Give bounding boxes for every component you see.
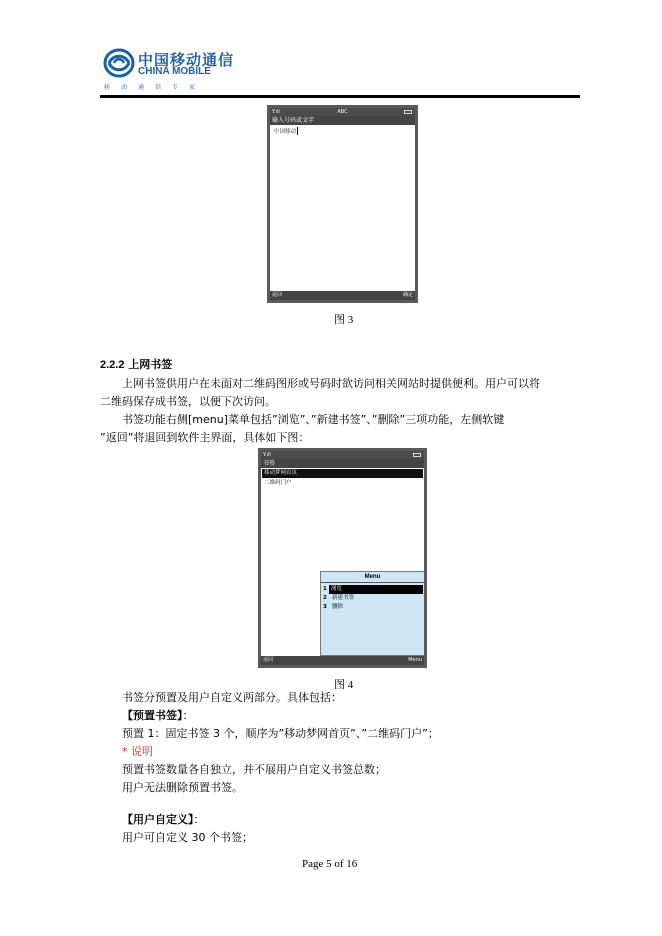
menu-item-new-bookmark[interactable] xyxy=(321,594,424,603)
phone-softkey-bar xyxy=(270,291,415,300)
figure4-phone-screenshot xyxy=(258,448,427,668)
china-mobile-logo-icon xyxy=(103,48,135,78)
menu-item-number: 1 xyxy=(323,586,327,592)
menu-item-number: 2 xyxy=(323,595,327,601)
back-softkey[interactable]: 返回 xyxy=(272,292,283,298)
signal-icon: Y.ıll xyxy=(263,452,271,458)
figure4-caption: 图 4 xyxy=(334,679,354,691)
custom-heading-colon: ： xyxy=(193,813,205,826)
preset-heading: 【预置书签】 xyxy=(122,709,183,722)
section-title: 上网书签 xyxy=(128,358,173,371)
brand-name-cn: 中国移动通信 xyxy=(138,51,235,69)
note-line-2: 用户无法删除预置书签。 xyxy=(122,781,243,794)
preset-heading-line xyxy=(122,708,194,724)
page-number: Page 5 of 16 xyxy=(302,858,358,870)
phone-softkey-bar xyxy=(261,656,424,665)
phone-screen-title: 输入号码或文字 xyxy=(270,116,415,125)
back-softkey[interactable]: 返回 xyxy=(263,657,274,663)
brand-slogan: 移动通信专家 xyxy=(104,84,207,91)
menu-item-number: 3 xyxy=(323,604,327,610)
options-menu xyxy=(320,571,424,656)
custom-heading-line xyxy=(122,812,205,828)
text-input-field[interactable]: 中国移动 xyxy=(274,129,297,135)
bookmark-item[interactable]: 二维码门户 xyxy=(264,480,292,486)
menu-title: Menu xyxy=(321,572,424,583)
note-label: * 说明 xyxy=(122,745,153,758)
battery-icon xyxy=(404,110,412,114)
bookmark-item[interactable]: 移动梦网首页 xyxy=(262,469,423,478)
menu-item-label: 浏览 xyxy=(329,585,423,594)
custom-heading: 【用户自定义】 xyxy=(122,813,194,826)
custom-line: 用户可自定义 30 个书签； xyxy=(122,831,253,844)
menu-item-delete[interactable] xyxy=(321,603,424,612)
paragraph-1-line-2: 二维码保存成书签，以便下次访问。 xyxy=(100,395,276,408)
phone-status-bar xyxy=(270,108,415,116)
brand-name-en: CHINA MOBILE xyxy=(138,66,211,77)
signal-icon: Y.ıll xyxy=(272,109,280,115)
paragraph-2-line-2: ”返回”将退回到软件主界面，具体如下图： xyxy=(100,431,310,444)
input-mode-label: ABC xyxy=(337,109,348,115)
paragraph-1-line-1: 上网书签供用户在未面对二维码图形或号码时欲访问相关网站时提供便利。用户可以将 xyxy=(122,377,540,390)
menu-item-label: 删除 xyxy=(332,604,344,610)
menu-item-browse[interactable] xyxy=(321,585,424,594)
phone-screen-title: 书签 xyxy=(261,459,424,468)
paragraph-2-line-1: 书签功能右侧[menu]菜单包括”浏览”、”新建书签”、”删除”三项功能，左侧软键 xyxy=(122,413,505,426)
header-divider xyxy=(100,95,580,98)
menu-item-label: 新建书签 xyxy=(332,595,355,601)
section-number: 2.2.2 xyxy=(100,359,125,371)
bookmark-intro: 书签分预置及用户自定义两部分。具体包括： xyxy=(122,691,342,704)
note-line-1: 预置书签数量各自独立，并不展用户自定义书签总数； xyxy=(122,763,386,776)
phone-status-bar xyxy=(261,451,424,459)
section-heading xyxy=(100,356,172,372)
ok-softkey[interactable]: 确定 xyxy=(402,292,413,298)
preset-heading-colon: ： xyxy=(182,709,194,722)
menu-softkey[interactable]: Menu xyxy=(408,657,422,663)
preset-line: 预置 1：固定书签 3 个，顺序为”移动梦网首页”、”二维码门户”； xyxy=(122,727,439,740)
figure3-phone-screenshot xyxy=(267,105,418,303)
figure3-caption: 图 3 xyxy=(334,314,354,326)
battery-icon xyxy=(413,453,421,457)
